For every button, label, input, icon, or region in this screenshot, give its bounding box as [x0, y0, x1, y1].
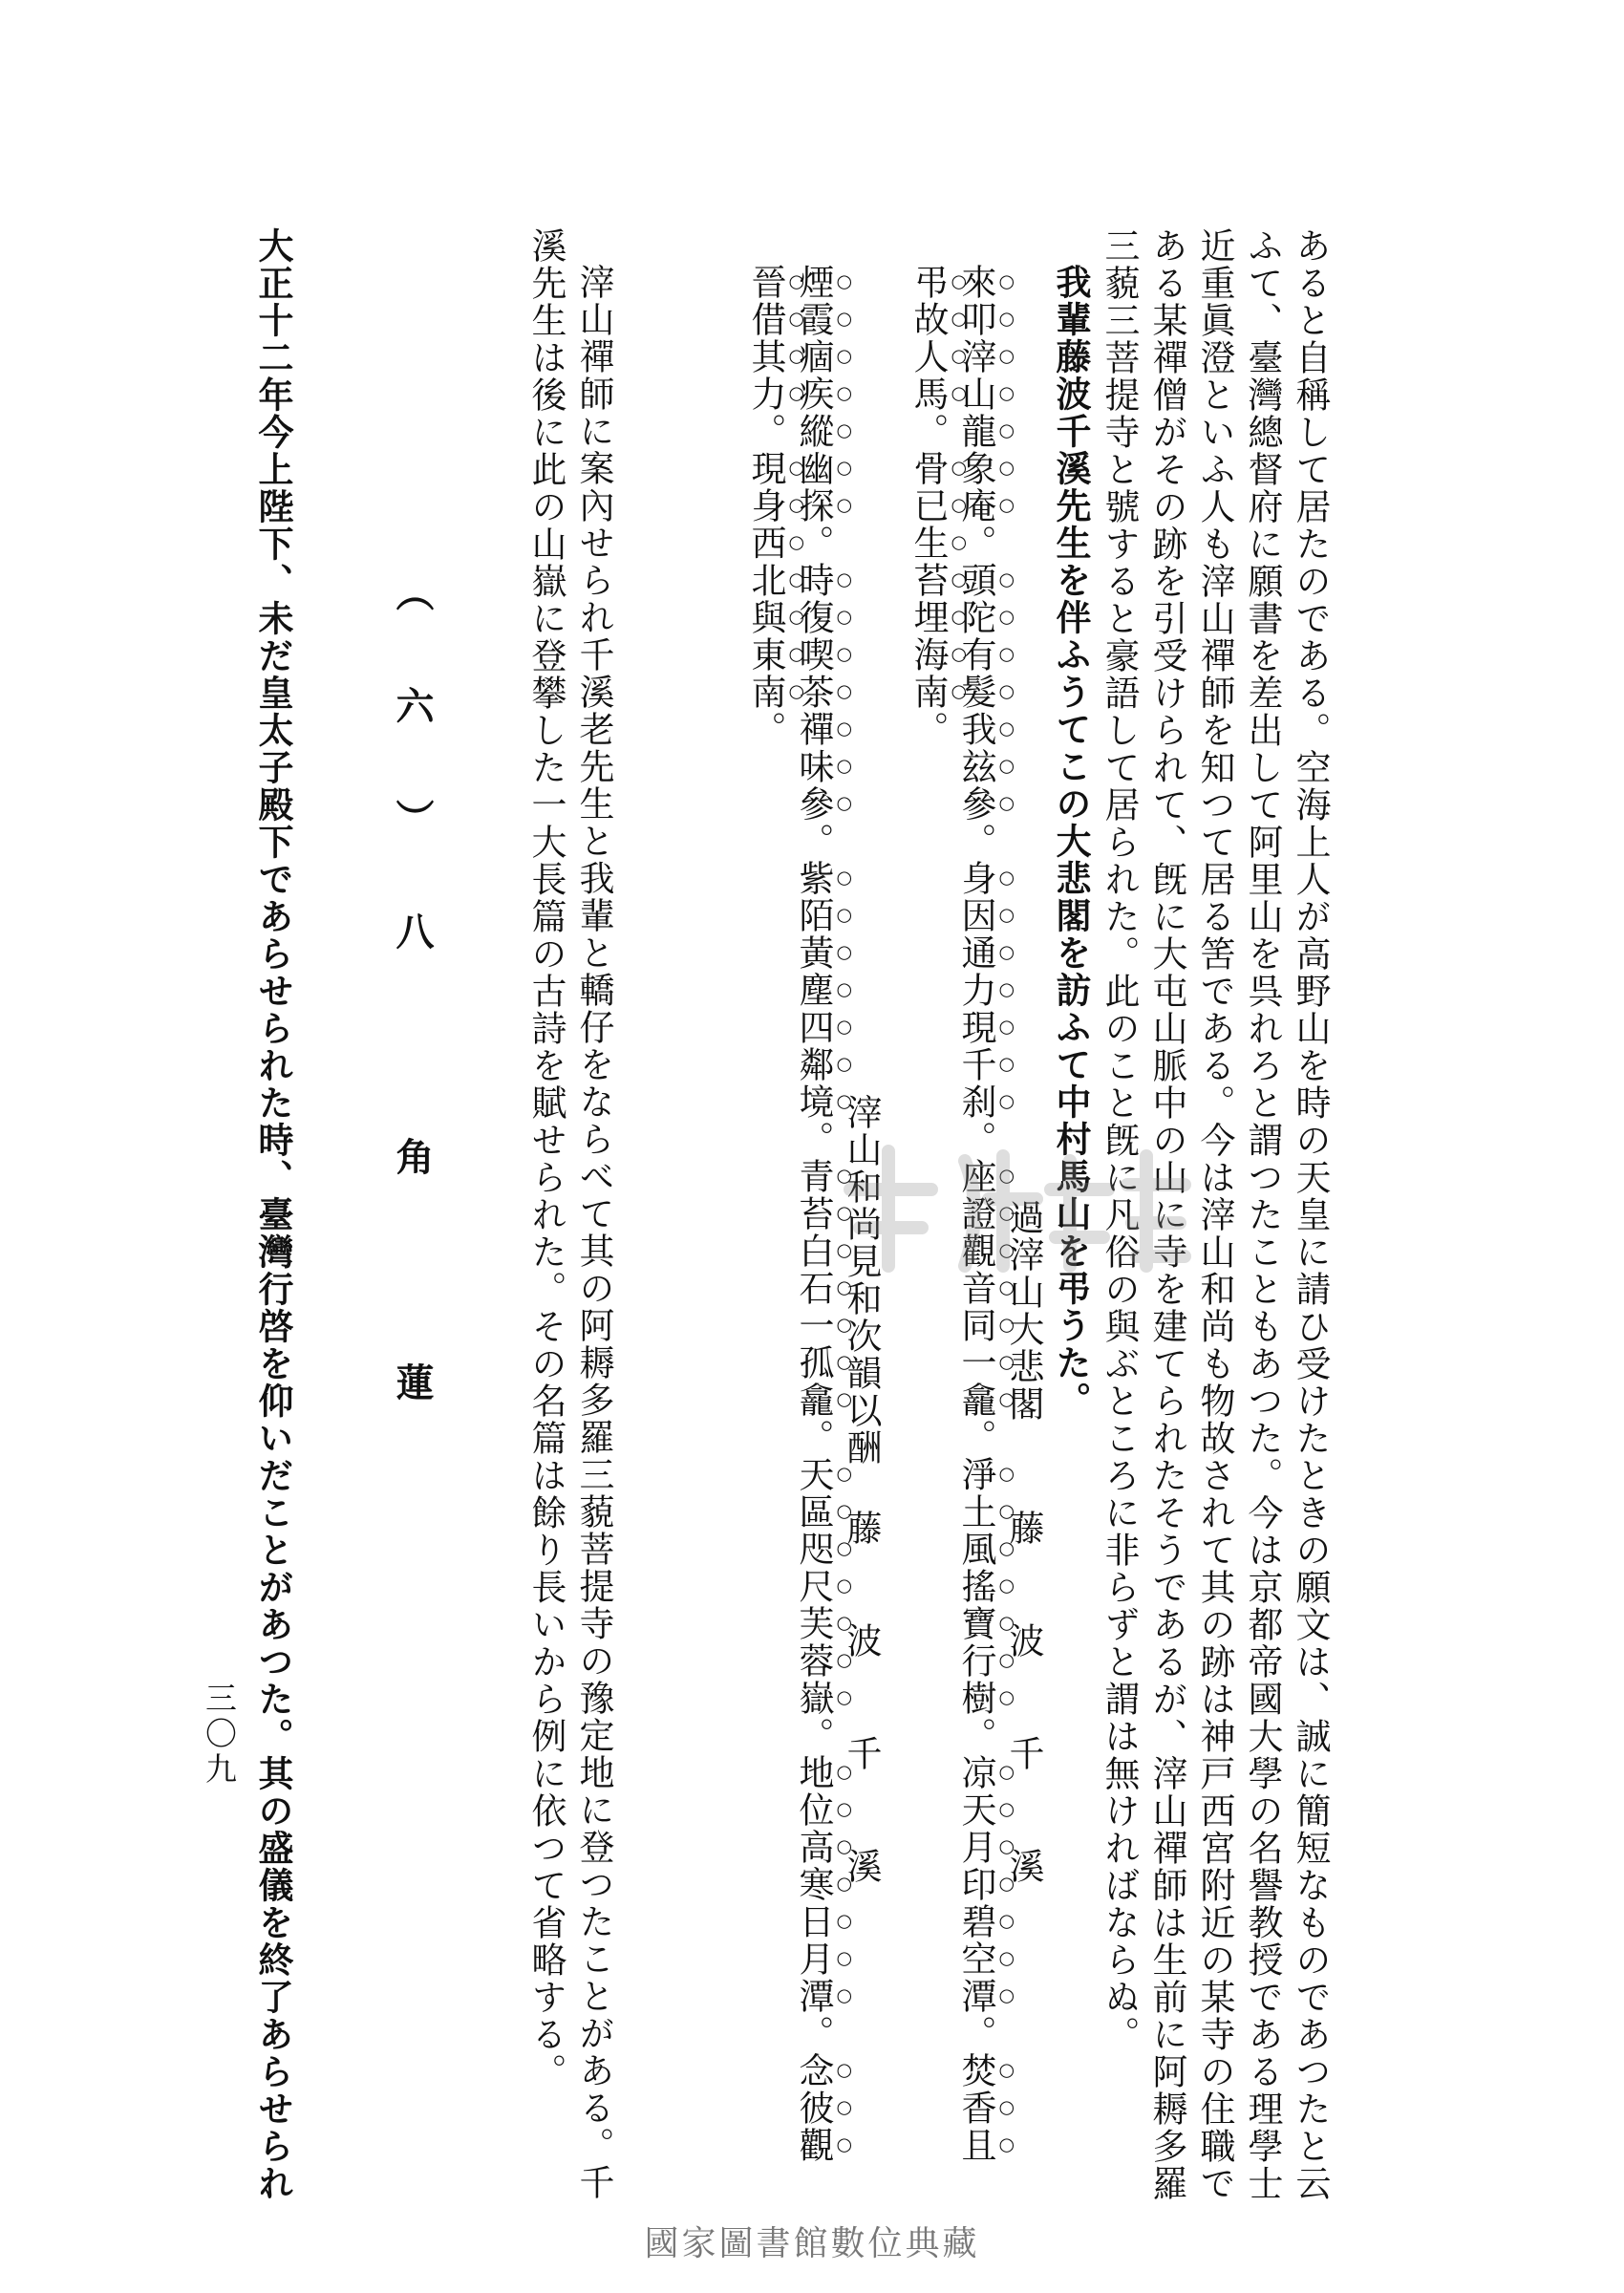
- poem1-title: 過滓山大悲閣: [1003, 1199, 1044, 1423]
- section-line: 大正十二年今上陛下、未だ皇太子殿下であらせられた時、臺灣行啓を仰いだことがあつた。其の盛儀を終了あらせられ: [252, 227, 294, 2202]
- poem1-line-2: 弔故人馬。骨已生苔埋海南。: [908, 264, 949, 748]
- intro-line: 我輩藤波千溪先生を伴ふうてこの大悲閣を訪ふて中村馬山を弔うた。: [1050, 264, 1092, 1419]
- footer-archive-label: 國家圖書館數位典藏: [644, 2224, 980, 2263]
- body-line-2: ふて、臺灣總督府に願書を差出して阿里山を呉れろと謂つたこともあつた。今は京都帝國大學の名譽教授である理學士: [1242, 227, 1283, 2202]
- poem1-line-1: 來叩滓山龍象庵。頭陀有髮我玆參。身因通力現千刹。座證觀音同一龕。淨土風搖寶行樹。凉天月印碧空潭。焚香且: [955, 264, 996, 2164]
- body-line-1: あると自稱して居たのである。空海上人が高野山を時の天皇に請ひ受けたときの願文は、誠に簡短なものであつたと云: [1290, 227, 1331, 2202]
- closing-line-1: 滓山禪師に案內せられ千溪老先生と我輩と轎仔をならべて其の阿耨多羅三藐菩提寺の豫定地に登つたことがある。千: [573, 264, 614, 2201]
- section-title: （六）八 角 蓮: [390, 573, 435, 1475]
- body-line-5: 三藐三菩提寺と號すると豪語して居られた。此のこと旣に凡俗の與ぶところに非らずと謂は無ければならぬ。: [1099, 227, 1140, 2053]
- watermark-logo: [822, 1132, 1242, 1285]
- poem2-author: 藤 波 千 溪: [841, 1510, 882, 1904]
- page-number: 三〇九: [201, 1682, 238, 1788]
- body-line-4: ある某禪僧がその跡を引受けられて、旣に大屯山脈中の山に寺を建てられたそうであるが、滓山禪師は生前に阿耨多羅: [1146, 227, 1187, 2202]
- poem2-line-2: 晉借其力。現身西北與東南。: [745, 264, 786, 748]
- watermark-emblem-icon: [822, 1132, 1242, 1285]
- closing-line-2: 溪先生は後に此の山嶽に登攀した一大長篇の古詩を賦せられた。その名篇は餘り長いから例に依つて省略する。: [525, 227, 566, 2090]
- poem1-author: 藤 波 千 溪: [1003, 1510, 1044, 1904]
- poem2-title: 滓山和尚見和次韻以酬: [841, 1094, 882, 1467]
- body-line-3: 近重眞澄といふ人も滓山禪師を知つて居る筈である。今は滓山和尚も物故されて其の跡は神戸西宮附近の某寺の住職で: [1194, 227, 1235, 2202]
- poem2-line-1: 煙霞痼疾縱幽探。時復喫茶禪味參。紫陌黃塵四鄰境。青苔白石一孤龕。天區咫尺芙蓉嶽。地位高寒日月潭。念彼觀: [793, 264, 834, 2164]
